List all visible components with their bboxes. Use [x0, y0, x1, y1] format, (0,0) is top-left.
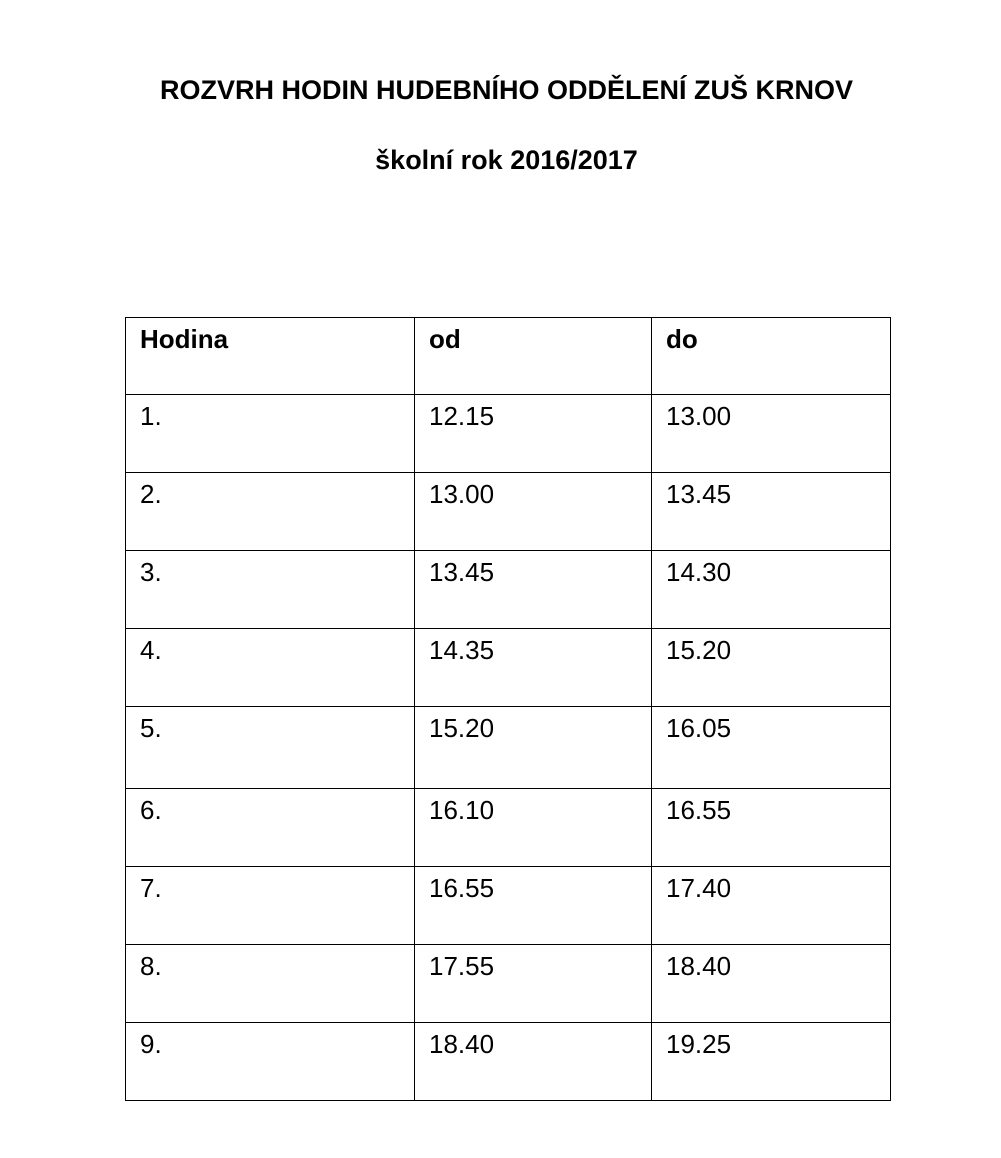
end-time-cell: 16.05	[652, 707, 891, 789]
column-header-do: do	[652, 318, 891, 395]
table-header-row	[126, 318, 891, 395]
start-time-cell: 16.10	[415, 789, 652, 867]
table-row	[126, 551, 891, 629]
start-time-cell: 13.45	[415, 551, 652, 629]
table-row	[126, 867, 891, 945]
end-time-cell: 19.25	[652, 1023, 891, 1101]
lesson-number-cell: 4.	[126, 629, 415, 707]
lesson-number-cell: 1.	[126, 395, 415, 473]
lesson-number-cell: 6.	[126, 789, 415, 867]
start-time-cell: 17.55	[415, 945, 652, 1023]
table-row	[126, 1023, 891, 1101]
end-time-cell: 16.55	[652, 789, 891, 867]
lesson-number-cell: 2.	[126, 473, 415, 551]
table-row	[126, 707, 891, 789]
end-time-cell: 13.00	[652, 395, 891, 473]
start-time-cell: 16.55	[415, 867, 652, 945]
start-time-cell: 18.40	[415, 1023, 652, 1101]
start-time-cell: 13.00	[415, 473, 652, 551]
table-row	[126, 395, 891, 473]
lesson-number-cell: 9.	[126, 1023, 415, 1101]
end-time-cell: 15.20	[652, 629, 891, 707]
end-time-cell: 14.30	[652, 551, 891, 629]
lesson-number-cell: 3.	[126, 551, 415, 629]
table-row	[126, 789, 891, 867]
column-header-od: od	[415, 318, 652, 395]
start-time-cell: 12.15	[415, 395, 652, 473]
page-subtitle: školní rok 2016/2017	[375, 145, 638, 175]
lesson-number-cell: 5.	[126, 707, 415, 789]
lesson-number-cell: 7.	[126, 867, 415, 945]
lesson-number-cell: 8.	[126, 945, 415, 1023]
start-time-cell: 14.35	[415, 629, 652, 707]
column-header-hodina: Hodina	[126, 318, 415, 395]
start-time-cell: 15.20	[415, 707, 652, 789]
end-time-cell: 17.40	[652, 867, 891, 945]
table-row	[126, 945, 891, 1023]
table-row	[126, 629, 891, 707]
table-row	[126, 473, 891, 551]
page-title: ROZVRH HODIN HUDEBNÍHO ODDĚLENÍ ZUŠ KRNOV	[159, 75, 854, 105]
end-time-cell: 13.45	[652, 473, 891, 551]
end-time-cell: 18.40	[652, 945, 891, 1023]
schedule-table	[125, 317, 891, 1101]
